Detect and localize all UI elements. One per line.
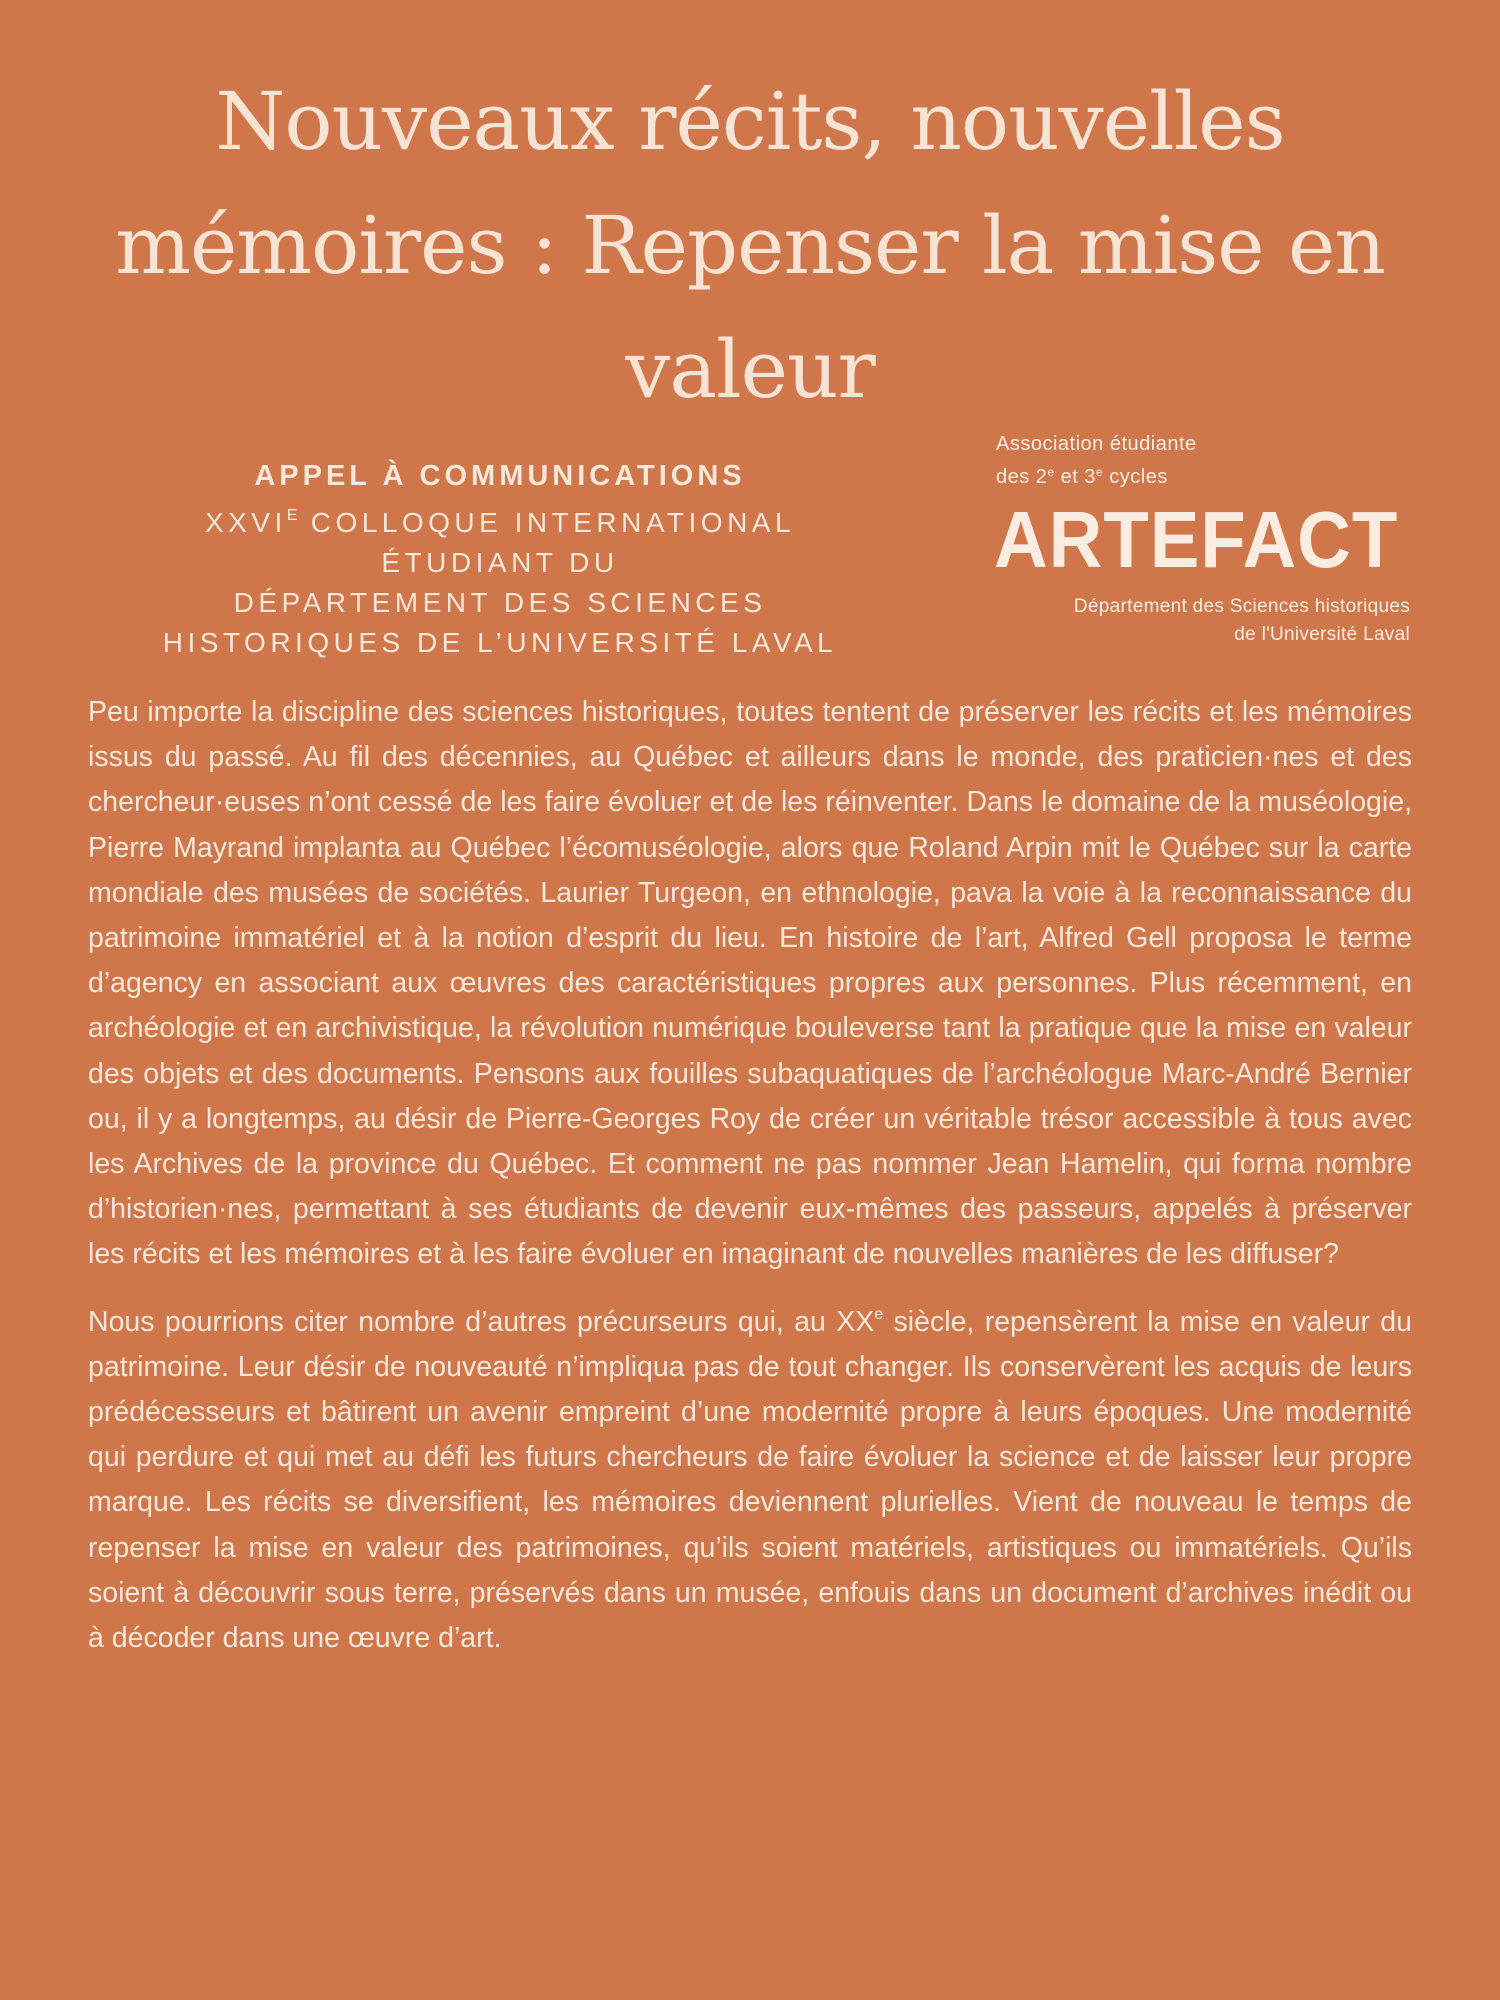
century-superscript: e [874, 1305, 884, 1323]
logo-association-line-1: Association étudiante [996, 433, 1197, 455]
body-paragraph-2-rest: siècle, repensèrent la mise en valeur du patrimoine. Leur désir de nouveauté n’impliqua pas de tout changer. Ils conservèrent les acquis de leurs prédécesseurs et bâtirent un avenir empreint d’une modernité propre à leurs époques. Une modernité qui perdure et qui met au défi les futurs chercheurs de faire évoluer la science et de laisser leur propre marque. Les récits se diversifient, les mémoires deviennent plurielles. Vient de nouveau le temps de repenser la mise en valeur des patrimoines, qu’ils soient matériels, artistiques ou immatériels. Qu’ils soient à découvrir sous terre, préservés dans un musée, enfouis dans un document d’archives inédit ou à décoder dans une œuvre d’art. [88, 1305, 1413, 1655]
ordinal-superscript: E [286, 507, 299, 524]
body-paragraph-2-start: Nous pourrions citer nombre d’autres précurseurs qui, au XX [88, 1305, 875, 1338]
call-for-papers-heading: APPEL À COMMUNICATIONS [254, 460, 746, 492]
logo-cycles-sup-1: e [1047, 465, 1055, 479]
call-for-papers-block [80, 456, 920, 663]
logo-department-line-1: Département des Sciences historiques [1073, 596, 1410, 617]
body-text [88, 690, 1412, 1683]
colloquium-ordinal: XXVI [204, 507, 287, 538]
colloquium-line-2: ÉTUDIANT DU [381, 547, 619, 578]
title-line-2: mémoires : Repenser la mise en [115, 199, 1385, 292]
body-paragraph-1: Peu importe la discipline des sciences historiques, toutes tentent de préserver les récits et les mémoires issus du passé. Au fil des décennies, au Québec et ailleurs dans le monde, des praticien·nes et des chercheur·euses n’ont cessé de les faire évoluer et de les réinventer. Dans le domaine de la muséologie, Pierre Mayrand implanta au Québec l’écomuséologie, alors que Roland Arpin mit le Québec sur la carte mondiale des musées de sociétés. Laurier Turgeon, en ethnologie, pava la voie à la reconnaissance du patrimoine immatériel et à la notion d’esprit du lieu. En histoire de l’art, Alfred Gell proposa le terme d’agency en associant aux œuvres des caractéristiques propres aux personnes. Plus récemment, en archéologie et en archivistique, la révolution numérique bouleverse tant la pratique que la mise en valeur des objets et des documents. Pensons aux fouilles subaquatiques de l’archéologue Marc-André Bernier ou, il y a longtemps, au désir de Pierre-Georges Roy de créer un véritable trésor accessible à tous avec les Archives de la province du Québec. Et comment ne pas nommer Jean Hamelin, qui forma nombre d’historien·nes, permettant à ses étudiants de devenir eux-mêmes des passeurs, appelés à préserver les récits et les mémoires et à les faire évoluer en imaginant de nouvelles manières de les diffuser? [88, 696, 1412, 1271]
logo-cycles-suffix: cycles [1103, 466, 1168, 488]
artefact-logo [996, 430, 1410, 649]
logo-wordmark: ARTEFACT [994, 495, 1399, 584]
title-line-3: valeur [625, 323, 875, 416]
logo-association-line-2 [996, 458, 1410, 491]
logo-cycles-sup-2: e [1096, 465, 1104, 479]
colloquium-line-1-rest: COLLOQUE INTERNATIONAL [298, 507, 796, 538]
logo-cycles-prefix: des 2 [996, 466, 1048, 488]
colloquium-line-3: DÉPARTEMENT DES SCIENCES [233, 587, 767, 618]
colloquium-line-4: HISTORIQUES DE L’UNIVERSITÉ LAVAL [162, 627, 838, 658]
title-line-1: Nouveaux récits, nouvelles [215, 75, 1285, 168]
page-title [0, 60, 1500, 432]
logo-cycles-and: et 3 [1054, 466, 1097, 488]
colloquium-line-1 [80, 496, 920, 543]
body-paragraph-2 [88, 1300, 1412, 1662]
logo-department-line-2: de l'Université Laval [1234, 624, 1410, 645]
